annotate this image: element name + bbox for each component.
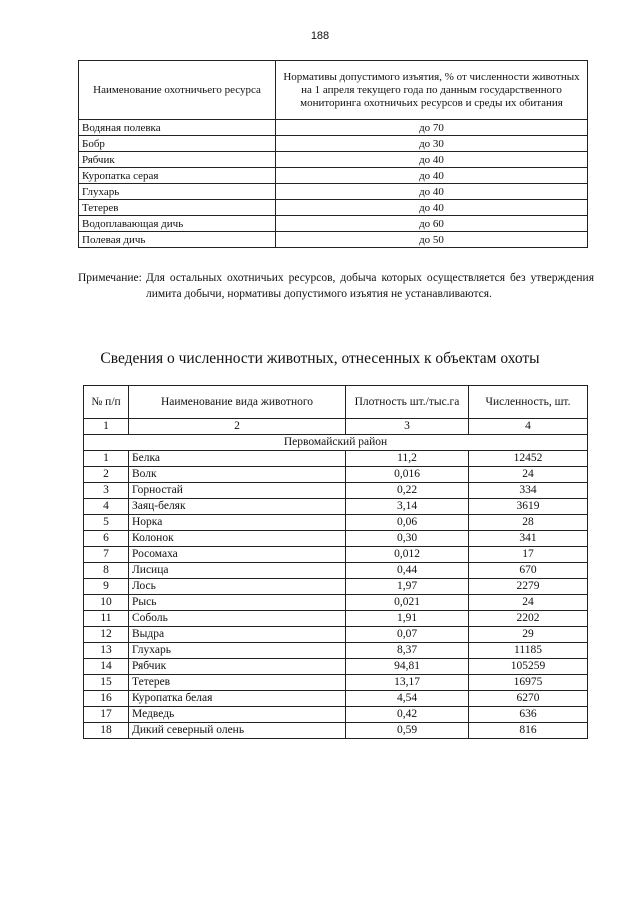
row-number: 12 — [84, 627, 129, 643]
species-name: Рысь — [129, 595, 346, 611]
density-value: 0,44 — [346, 563, 469, 579]
species-name: Колонок — [129, 531, 346, 547]
count-value: 12452 — [469, 451, 588, 467]
species-name: Волк — [129, 467, 346, 483]
norms-table-header — [79, 61, 588, 120]
table-row — [79, 152, 588, 168]
column-numbers-row — [84, 419, 588, 435]
table-row — [84, 467, 588, 483]
count-value: 636 — [469, 707, 588, 723]
row-number: 3 — [84, 483, 129, 499]
density-value: 8,37 — [346, 643, 469, 659]
resource-name: Глухарь — [79, 184, 276, 200]
species-name: Заяц-беляк — [129, 499, 346, 515]
count-value: 24 — [469, 467, 588, 483]
count-value: 24 — [469, 595, 588, 611]
column-number: 3 — [346, 419, 469, 435]
note-text: Для остальных охотничьих ресурсов, добыча которых осуществляется без утверждения лимита добычи, нормативы допустимого изъятия не устанавливаются. — [146, 272, 594, 300]
norms-header-resource: Наименование охотничьего ресурса — [79, 61, 276, 120]
header-density: Плотность шт./тыс.га — [346, 386, 469, 419]
row-number: 13 — [84, 643, 129, 659]
resource-name: Полевая дичь — [79, 232, 276, 248]
density-value: 0,012 — [346, 547, 469, 563]
density-value: 0,22 — [346, 483, 469, 499]
resource-name: Тетерев — [79, 200, 276, 216]
animals-table-header — [84, 386, 588, 419]
norm-value: до 40 — [276, 168, 588, 184]
norms-header-norm: Нормативы допустимого изъятия, % от численности животных на 1 апреля текущего года по данным государственного мониторинга охотничьих ресурсов и среды их обитания — [276, 61, 588, 120]
row-number: 6 — [84, 531, 129, 547]
species-name: Лисица — [129, 563, 346, 579]
norm-value: до 40 — [276, 152, 588, 168]
count-value: 17 — [469, 547, 588, 563]
table-row — [84, 451, 588, 467]
resource-name: Рябчик — [79, 152, 276, 168]
table-row — [84, 579, 588, 595]
species-name: Белка — [129, 451, 346, 467]
header-count: Численность, шт. — [469, 386, 588, 419]
resource-name: Бобр — [79, 136, 276, 152]
density-value: 3,14 — [346, 499, 469, 515]
table-row — [84, 627, 588, 643]
column-number: 4 — [469, 419, 588, 435]
region-row — [84, 435, 588, 451]
row-number: 18 — [84, 723, 129, 739]
species-name: Соболь — [129, 611, 346, 627]
species-name: Горностай — [129, 483, 346, 499]
species-name: Глухарь — [129, 643, 346, 659]
table-row — [79, 200, 588, 216]
table-row — [79, 136, 588, 152]
count-value: 816 — [469, 723, 588, 739]
count-value: 28 — [469, 515, 588, 531]
count-value: 11185 — [469, 643, 588, 659]
table-row — [84, 643, 588, 659]
table-row — [84, 515, 588, 531]
row-number: 8 — [84, 563, 129, 579]
row-number: 11 — [84, 611, 129, 627]
count-value: 29 — [469, 627, 588, 643]
table-row — [79, 120, 588, 136]
norm-value: до 70 — [276, 120, 588, 136]
column-number: 1 — [84, 419, 129, 435]
row-number: 9 — [84, 579, 129, 595]
resource-name: Куропатка серая — [79, 168, 276, 184]
norm-value: до 30 — [276, 136, 588, 152]
species-name: Тетерев — [129, 675, 346, 691]
species-name: Куропатка белая — [129, 691, 346, 707]
species-name: Росомаха — [129, 547, 346, 563]
table-row — [79, 184, 588, 200]
density-value: 13,17 — [346, 675, 469, 691]
row-number: 2 — [84, 467, 129, 483]
table-row — [84, 691, 588, 707]
species-name: Медведь — [129, 707, 346, 723]
table-row — [84, 531, 588, 547]
row-number: 15 — [84, 675, 129, 691]
page-number: 188 — [310, 30, 330, 42]
density-value: 0,59 — [346, 723, 469, 739]
region-name: Первомайский район — [84, 435, 588, 451]
norm-value: до 50 — [276, 232, 588, 248]
count-value: 670 — [469, 563, 588, 579]
resource-name: Водоплавающая дичь — [79, 216, 276, 232]
density-value: 0,30 — [346, 531, 469, 547]
density-value: 94,81 — [346, 659, 469, 675]
count-value: 6270 — [469, 691, 588, 707]
table-row — [84, 707, 588, 723]
density-value: 0,07 — [346, 627, 469, 643]
section-heading: Сведения о численности животных, отнесенных к объектам охоты — [100, 350, 540, 367]
note — [78, 270, 594, 302]
table-row — [84, 499, 588, 515]
count-value: 334 — [469, 483, 588, 499]
header-number: № п/п — [84, 386, 129, 419]
row-number: 7 — [84, 547, 129, 563]
table-row — [84, 675, 588, 691]
row-number: 14 — [84, 659, 129, 675]
species-name: Выдра — [129, 627, 346, 643]
count-value: 341 — [469, 531, 588, 547]
count-value: 105259 — [469, 659, 588, 675]
norms-table — [78, 60, 588, 248]
animals-table — [83, 385, 588, 739]
density-value: 0,021 — [346, 595, 469, 611]
table-row — [84, 563, 588, 579]
resource-name: Водяная полевка — [79, 120, 276, 136]
table-row — [79, 216, 588, 232]
density-value: 0,42 — [346, 707, 469, 723]
norm-value: до 40 — [276, 184, 588, 200]
table-row — [84, 659, 588, 675]
count-value: 2279 — [469, 579, 588, 595]
density-value: 4,54 — [346, 691, 469, 707]
header-species: Наименование вида животного — [129, 386, 346, 419]
table-row — [84, 611, 588, 627]
row-number: 4 — [84, 499, 129, 515]
count-value: 3619 — [469, 499, 588, 515]
column-number: 2 — [129, 419, 346, 435]
count-value: 2202 — [469, 611, 588, 627]
density-value: 11,2 — [346, 451, 469, 467]
row-number: 10 — [84, 595, 129, 611]
table-row — [84, 483, 588, 499]
table-row — [84, 547, 588, 563]
row-number: 17 — [84, 707, 129, 723]
density-value: 0,016 — [346, 467, 469, 483]
norm-value: до 40 — [276, 200, 588, 216]
density-value: 1,97 — [346, 579, 469, 595]
norm-value: до 60 — [276, 216, 588, 232]
row-number: 1 — [84, 451, 129, 467]
table-row — [79, 232, 588, 248]
density-value: 0,06 — [346, 515, 469, 531]
density-value: 1,91 — [346, 611, 469, 627]
row-number: 16 — [84, 691, 129, 707]
species-name: Лось — [129, 579, 346, 595]
species-name: Дикий северный олень — [129, 723, 346, 739]
count-value: 16975 — [469, 675, 588, 691]
species-name: Рябчик — [129, 659, 346, 675]
table-row — [84, 595, 588, 611]
note-label: Примечание: — [78, 272, 142, 284]
species-name: Норка — [129, 515, 346, 531]
table-row — [79, 168, 588, 184]
row-number: 5 — [84, 515, 129, 531]
table-row — [84, 723, 588, 739]
